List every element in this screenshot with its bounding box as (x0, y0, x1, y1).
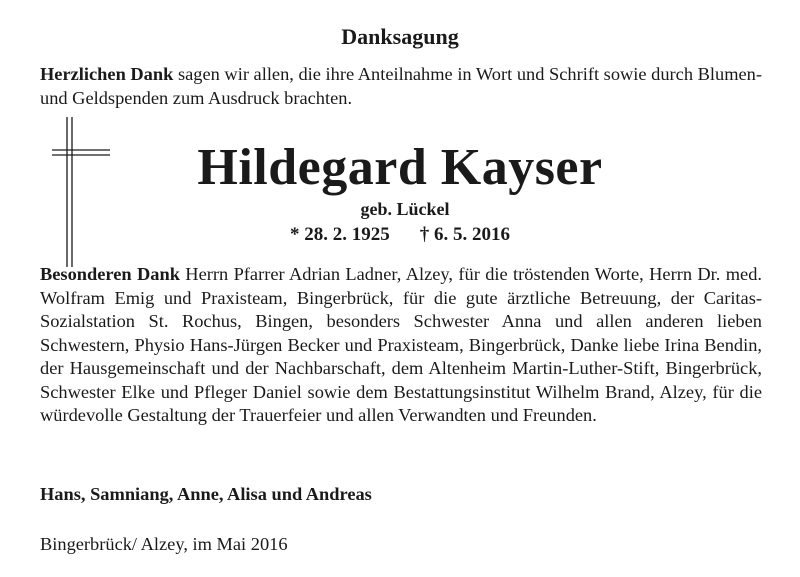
birth-date: * 28. 2. 1925 (290, 224, 390, 245)
notice-heading: Danksagung (341, 24, 459, 49)
deceased-name: Hildegard Kayser (197, 139, 603, 196)
thanks-lead: Besonderen Dank (40, 264, 180, 284)
signature: Hans, Samniang, Anne, Alisa und Andreas (40, 484, 372, 504)
thanks-text: Herrn Pfarrer Adrian Ladner, Alzey, für die tröstenden Worte, Herrn Dr. med. Wolfram Emig und Praxisteam, Bingerbrück, für die gute ärztliche Betreuung, der Caritas-Sozialstation St. Rochus, Bingen, besonders Schwester Anna und allen anderen lieben Schwestern, Physio Hans-Jürgen Becker und Praxisteam, Bingerbrück, Danke liebe Irina Bendin, der Hausgemeinschaft und der Nachbarschaft, dem Altenheim Martin-Luther-Stift, Bingerbrück, Schwester Elke und Pfleger Daniel sowie dem Bestattungsinstitut Wilhelm Brand, Alzey, für die würdevolle Gestaltung der Trauerfeier und allen Verwandten und Freunden. (40, 264, 763, 425)
intro-paragraph (40, 63, 762, 110)
intro-lead: Herzlichen Dank (40, 64, 174, 84)
death-date: † 6. 5. 2016 (419, 224, 510, 245)
place-date: Bingerbrück/ Alzey, im Mai 2016 (40, 534, 288, 554)
maiden-name: geb. Lückel (360, 199, 450, 219)
life-dates (0, 224, 800, 246)
thanks-paragraph (40, 263, 762, 428)
intro-text: sagen wir allen, die ihre Anteilnahme in Wort und Schrift sowie durch Blumen- und Geldspenden zum Ausdruck brachten. (40, 64, 763, 108)
